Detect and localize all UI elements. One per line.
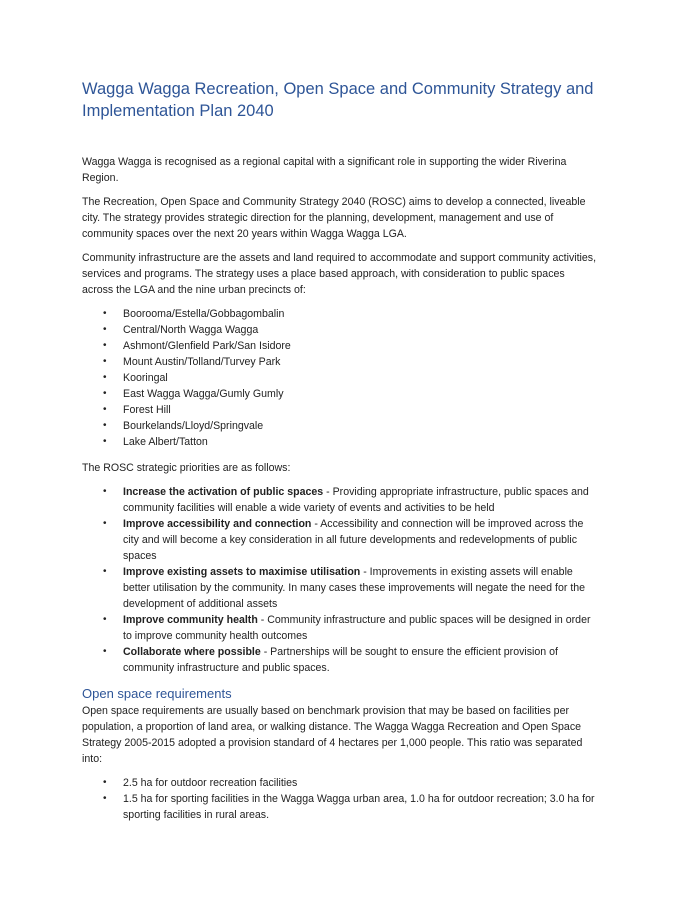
- priority-text: - Accessibility and connection will be improved across the city and will become a key consideration in all future developments and redevelopments of public spaces: [123, 518, 584, 562]
- list-item: • Ashmont/Glenfield Park/San Isidore: [103, 340, 291, 352]
- list-item: • East Wagga Wagga/Gumly Gumly: [103, 388, 284, 400]
- priority-text: - Providing appropriate infrastructure, public spaces and community facilities will enable a wide variety of events and activities to be held: [123, 486, 589, 514]
- bullet-icon: •: [103, 436, 107, 447]
- list-item: [82, 644, 597, 676]
- bullet-icon: •: [103, 404, 107, 415]
- bullet-icon: •: [103, 777, 107, 788]
- bullet-icon: •: [103, 420, 107, 431]
- ratio-list: [82, 775, 597, 823]
- bullet-icon: •: [103, 372, 107, 383]
- document-title: Wagga Wagga Recreation, Open Space and Community Strategy and Implementation Plan 2040: [82, 80, 594, 120]
- document-page: [82, 78, 597, 832]
- list-item: • 1.5 ha for sporting facilities in the Wagga Wagga urban area, 1.0 ha for outdoor recreation; 3.0 ha for sporting facilities in rural areas.: [103, 793, 595, 821]
- priority-text: - Partnerships will be sought to ensure the efficient provision of community infrastructure and public spaces.: [123, 646, 558, 674]
- priority-text: - Improvements in existing assets will enable better utilisation by the community. In many cases these improvements will negate the need for the development of additional assets: [123, 566, 586, 610]
- list-item: • Forest Hill: [103, 404, 171, 416]
- bullet-icon: •: [103, 614, 107, 625]
- list-item: • Lake Albert/Tatton: [103, 436, 208, 448]
- priority-list: [82, 484, 597, 676]
- list-item: [82, 612, 597, 644]
- bullet-icon: •: [103, 566, 107, 577]
- priority-title: Increase the activation of public spaces: [123, 486, 324, 498]
- list-item: [82, 484, 597, 516]
- bullet-icon: •: [103, 388, 107, 399]
- list-item: • Kooringal: [103, 372, 168, 384]
- list-item: • 2.5 ha for outdoor recreation facilities: [103, 777, 298, 789]
- priority-title: Improve accessibility and connection: [123, 518, 312, 530]
- bullet-icon: •: [103, 324, 107, 335]
- bullet-icon: •: [103, 518, 107, 529]
- priorities-intro: The ROSC strategic priorities are as follows:: [82, 462, 291, 474]
- bullet-icon: •: [103, 308, 107, 319]
- list-item: [82, 516, 597, 564]
- bullet-icon: •: [103, 793, 107, 804]
- bullet-icon: •: [103, 340, 107, 351]
- list-item: • Central/North Wagga Wagga: [103, 324, 259, 336]
- bullet-icon: •: [103, 646, 107, 657]
- open-space-heading: Open space requirements: [82, 686, 232, 701]
- priority-title: Improve community health: [123, 614, 258, 626]
- bullet-icon: •: [103, 356, 107, 367]
- rosc-paragraph: The Recreation, Open Space and Community Strategy 2040 (ROSC) aims to develop a connected, liveable city. The strategy provides strategic direction for the planning, development, management and use of community spaces over the next 20 years within Wagga Wagga LGA.: [82, 196, 586, 240]
- community-infrastructure-paragraph: Community infrastructure are the assets and land required to accommodate and support community activities, services and programs. The strategy uses a place based approach, with consideration to public spaces across the LGA and the nine urban precincts of:: [82, 252, 597, 296]
- priority-title: Collaborate where possible: [123, 646, 261, 658]
- priority-title: Improve existing assets to maximise utilisation: [123, 566, 361, 578]
- open-space-paragraph: Open space requirements are usually based on benchmark provision that may be based on facilities per population, a proportion of land area, or walking distance. The Wagga Wagga Recreation and Open Space Strategy 2005-2015 adopted a provision standard of 4 hectares per 1,000 people. This ratio was separated into:: [82, 705, 583, 765]
- bullet-icon: •: [103, 486, 107, 497]
- priority-text: - Community infrastructure and public spaces will be designed in order to improve community health outcomes: [123, 614, 591, 642]
- precinct-list: [82, 306, 597, 450]
- list-item: • Boorooma/Estella/Gobbagombalin: [103, 308, 285, 320]
- intro-paragraph: Wagga Wagga is recognised as a regional capital with a significant role in supporting the wider Riverina Region.: [82, 156, 567, 184]
- list-item: • Mount Austin/Tolland/Turvey Park: [103, 356, 281, 368]
- list-item: [82, 564, 597, 612]
- list-item: • Bourkelands/Lloyd/Springvale: [103, 420, 264, 432]
